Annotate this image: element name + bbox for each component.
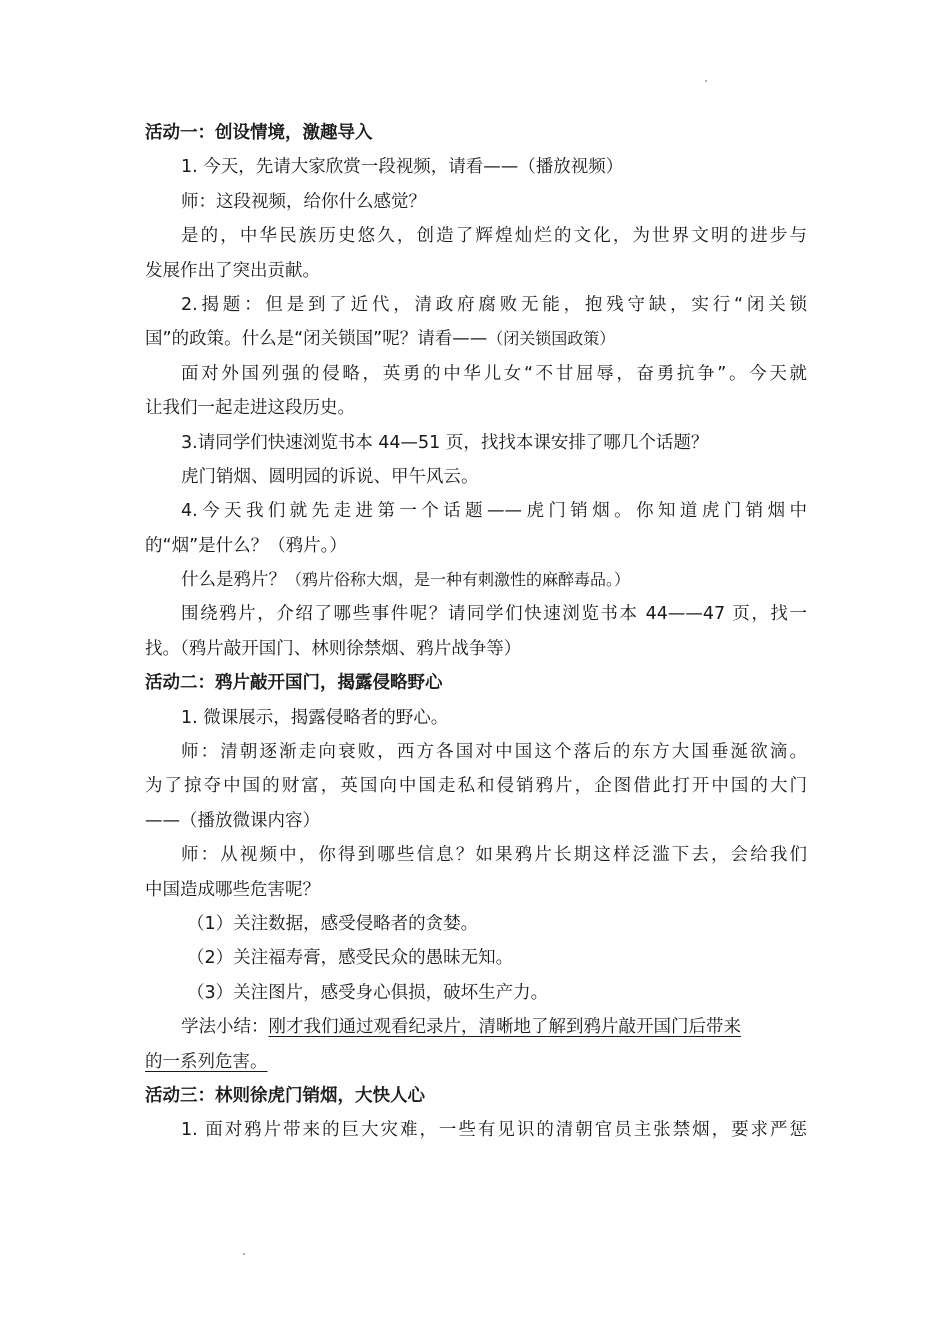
paragraph-line: 师：清朝逐渐走向衰败，西方各国对中国这个落后的东方大国垂涎欲滴。 — [181, 742, 807, 763]
paragraph-line: 师：从视频中，你得到哪些信息？如果鸦片长期这样泛滥下去，会给我们 — [181, 845, 807, 866]
list-item: （2）关注福寿膏，感受民众的愚昧无知。 — [187, 948, 514, 969]
list-item: （1）关注数据，感受侵略者的贪婪。 — [187, 913, 479, 934]
paragraph-line: 2.揭题：但是到了近代，清政府腐败无能，抱残守缺，实行“闭关锁 — [181, 294, 807, 315]
line-text: 什么是鸦片？ — [181, 570, 286, 591]
paragraph-line: 1. 今天，先请大家欣赏一段视频，请看——（播放视频） — [181, 157, 624, 178]
list-item: （3）关注图片，感受身心俱损，破坏生产力。 — [187, 982, 549, 1003]
document-body — [145, 116, 807, 1148]
paragraph-line: 发展作出了突出贡献。 — [145, 260, 320, 281]
summary-underlined-text: 刚才我们通过观看纪录片，清晰地了解到鸦片敲开国门后带来 — [268, 1017, 741, 1038]
paragraph-line: 虎门销烟、圆明园的诉说、甲午风云。 — [181, 466, 479, 487]
activity-2-heading: 活动二：鸦片敲开国门，揭露侵略野心 — [145, 673, 443, 694]
paragraph-line — [145, 322, 807, 356]
summary-line — [145, 1010, 807, 1044]
line-aside: （鸦片俗称大烟，是一种有刺激性的麻醉毒品。） — [286, 570, 631, 590]
paragraph-line: 4.今天我们就先走进第一个话题——虎门销烟。你知道虎门销烟中 — [181, 501, 807, 522]
paragraph-line: ——（播放微课内容） — [145, 810, 320, 831]
paragraph-line: 找。（鸦片敲开国门、林则徐禁烟、鸦片战争等） — [145, 638, 522, 659]
line-text: 国”的政策。什么是“闭关锁国”呢？请看—— — [145, 329, 488, 350]
paragraph-line: 的“烟”是什么？（鸦片。） — [145, 535, 347, 556]
line-aside: （闭关锁国政策） — [487, 329, 616, 349]
paragraph-line: 1. 面对鸦片带来的巨大灾难，一些有见识的清朝官员主张禁烟，要求严惩 — [181, 1120, 807, 1141]
paragraph-line: 围绕鸦片，介绍了哪些事件呢？请同学们快速浏览书本 44——47 页，找一 — [181, 604, 807, 625]
paragraph-line: 为了掠夺中国的财富，英国向中国走私和侵销鸦片，企图借此打开中国的大门 — [145, 776, 807, 797]
paragraph-line — [145, 563, 807, 597]
summary-line — [145, 1045, 807, 1079]
summary-label: 学法小结： — [181, 1017, 269, 1038]
paragraph-line: 让我们一起走进这段历史。 — [145, 398, 355, 419]
activity-1-heading: 活动一：创设情境，激趣导入 — [145, 123, 373, 143]
activity-3-heading: 活动三：林则徐虎门销烟，大快人心 — [145, 1085, 425, 1106]
footer-mark — [243, 1253, 245, 1255]
summary-underlined-text: 的一系列危害。 — [145, 1051, 268, 1072]
paragraph-line: 1. 微课展示，揭露侵略者的野心。 — [181, 707, 449, 728]
paragraph-line: 面对外国列强的侵略，英勇的中华儿女“不甘屈辱，奋勇抗争”。今天就 — [181, 363, 807, 384]
corner-mark — [705, 80, 707, 82]
paragraph-line: 3.请同学们快速浏览书本 44—51 页，找找本课安排了哪几个话题？ — [181, 432, 709, 453]
paragraph-line: 中国造成哪些危害呢？ — [145, 879, 320, 900]
paragraph-line: 师：这段视频，给你什么感觉？ — [181, 191, 426, 212]
paragraph-line: 是的，中华民族历史悠久，创造了辉煌灿烂的文化，为世界文明的进步与 — [181, 226, 807, 247]
